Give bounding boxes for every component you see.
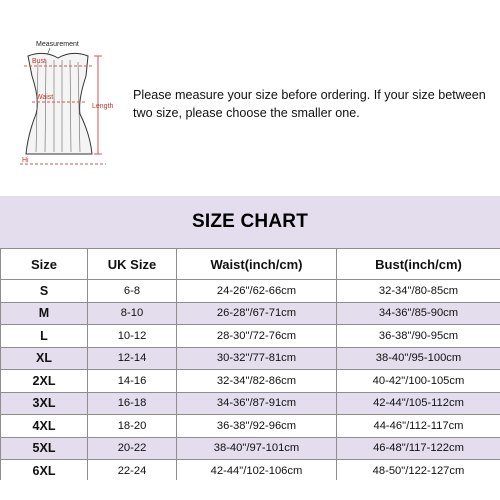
waist-cell: 24-26"/62-66cm bbox=[177, 280, 337, 303]
uk-size-cell: 12-14 bbox=[88, 347, 177, 370]
measure-instructions: Please measure your size before ordering. If your size between two size, please choose the smaller one. bbox=[133, 88, 486, 120]
size-cell: XL bbox=[1, 347, 88, 370]
waist-cell: 42-44"/102-106cm bbox=[177, 460, 337, 483]
uk-size-cell: 22-24 bbox=[88, 460, 177, 483]
table-row bbox=[1, 437, 500, 460]
table-row bbox=[1, 415, 500, 438]
diagram-label-hi: Hi bbox=[22, 157, 29, 164]
header-area bbox=[0, 0, 500, 195]
waist-cell: 28-30"/72-76cm bbox=[177, 325, 337, 348]
table-row bbox=[1, 325, 500, 348]
size-cell: S bbox=[1, 280, 88, 303]
bust-cell: 38-40"/95-100cm bbox=[337, 347, 500, 370]
size-cell: 4XL bbox=[1, 415, 88, 438]
bust-cell: 40-42"/100-105cm bbox=[337, 370, 500, 393]
bust-cell: 32-34"/80-85cm bbox=[337, 280, 500, 303]
table-row bbox=[1, 302, 500, 325]
column-header-waist: Waist(inch/cm) bbox=[177, 249, 337, 280]
uk-size-cell: 6-8 bbox=[88, 280, 177, 303]
diagram-label-bust: Bust bbox=[32, 58, 47, 65]
corset-measurement-diagram bbox=[6, 36, 124, 176]
uk-size-cell: 10-12 bbox=[88, 325, 177, 348]
waist-cell: 32-34"/82-86cm bbox=[177, 370, 337, 393]
bust-cell: 42-44"/105-112cm bbox=[337, 392, 500, 415]
size-cell: 5XL bbox=[1, 437, 88, 460]
size-cell: L bbox=[1, 325, 88, 348]
column-header-uk-size: UK Size bbox=[88, 249, 177, 280]
diagram-label-waist: Waist bbox=[36, 94, 54, 101]
column-header-bust: Bust(inch/cm) bbox=[337, 249, 500, 280]
waist-cell: 30-32"/77-81cm bbox=[177, 347, 337, 370]
size-cell: 3XL bbox=[1, 392, 88, 415]
table-row bbox=[1, 280, 500, 303]
bust-cell: 44-46"/112-117cm bbox=[337, 415, 500, 438]
bust-cell: 48-50"/122-127cm bbox=[337, 460, 500, 483]
bust-cell: 46-48"/117-122cm bbox=[337, 437, 500, 460]
table-row bbox=[1, 370, 500, 393]
table-row bbox=[1, 460, 500, 483]
table-row bbox=[1, 347, 500, 370]
uk-size-cell: 20-22 bbox=[88, 437, 177, 460]
waist-cell: 26-28"/67-71cm bbox=[177, 302, 337, 325]
bust-cell: 34-36"/85-90cm bbox=[337, 302, 500, 325]
waist-cell: 38-40"/97-101cm bbox=[177, 437, 337, 460]
uk-size-cell: 16-18 bbox=[88, 392, 177, 415]
waist-cell: 34-36"/87-91cm bbox=[177, 392, 337, 415]
size-chart-title-band bbox=[0, 196, 500, 248]
uk-size-cell: 8-10 bbox=[88, 302, 177, 325]
size-cell: M bbox=[1, 302, 88, 325]
diagram-label-length: Length bbox=[92, 103, 114, 110]
size-cell: 2XL bbox=[1, 370, 88, 393]
waist-cell: 36-38"/92-96cm bbox=[177, 415, 337, 438]
page-title: SIZE CHART bbox=[192, 211, 308, 232]
size-cell: 6XL bbox=[1, 460, 88, 483]
uk-size-cell: 18-20 bbox=[88, 415, 177, 438]
size-chart-table bbox=[0, 248, 500, 483]
table-row bbox=[1, 392, 500, 415]
bust-cell: 36-38"/90-95cm bbox=[337, 325, 500, 348]
column-header-size: Size bbox=[1, 249, 88, 280]
bottom-margin bbox=[0, 480, 500, 500]
uk-size-cell: 14-16 bbox=[88, 370, 177, 393]
table-header-row bbox=[1, 249, 500, 280]
diagram-label-measurement: Measurement bbox=[36, 41, 79, 48]
